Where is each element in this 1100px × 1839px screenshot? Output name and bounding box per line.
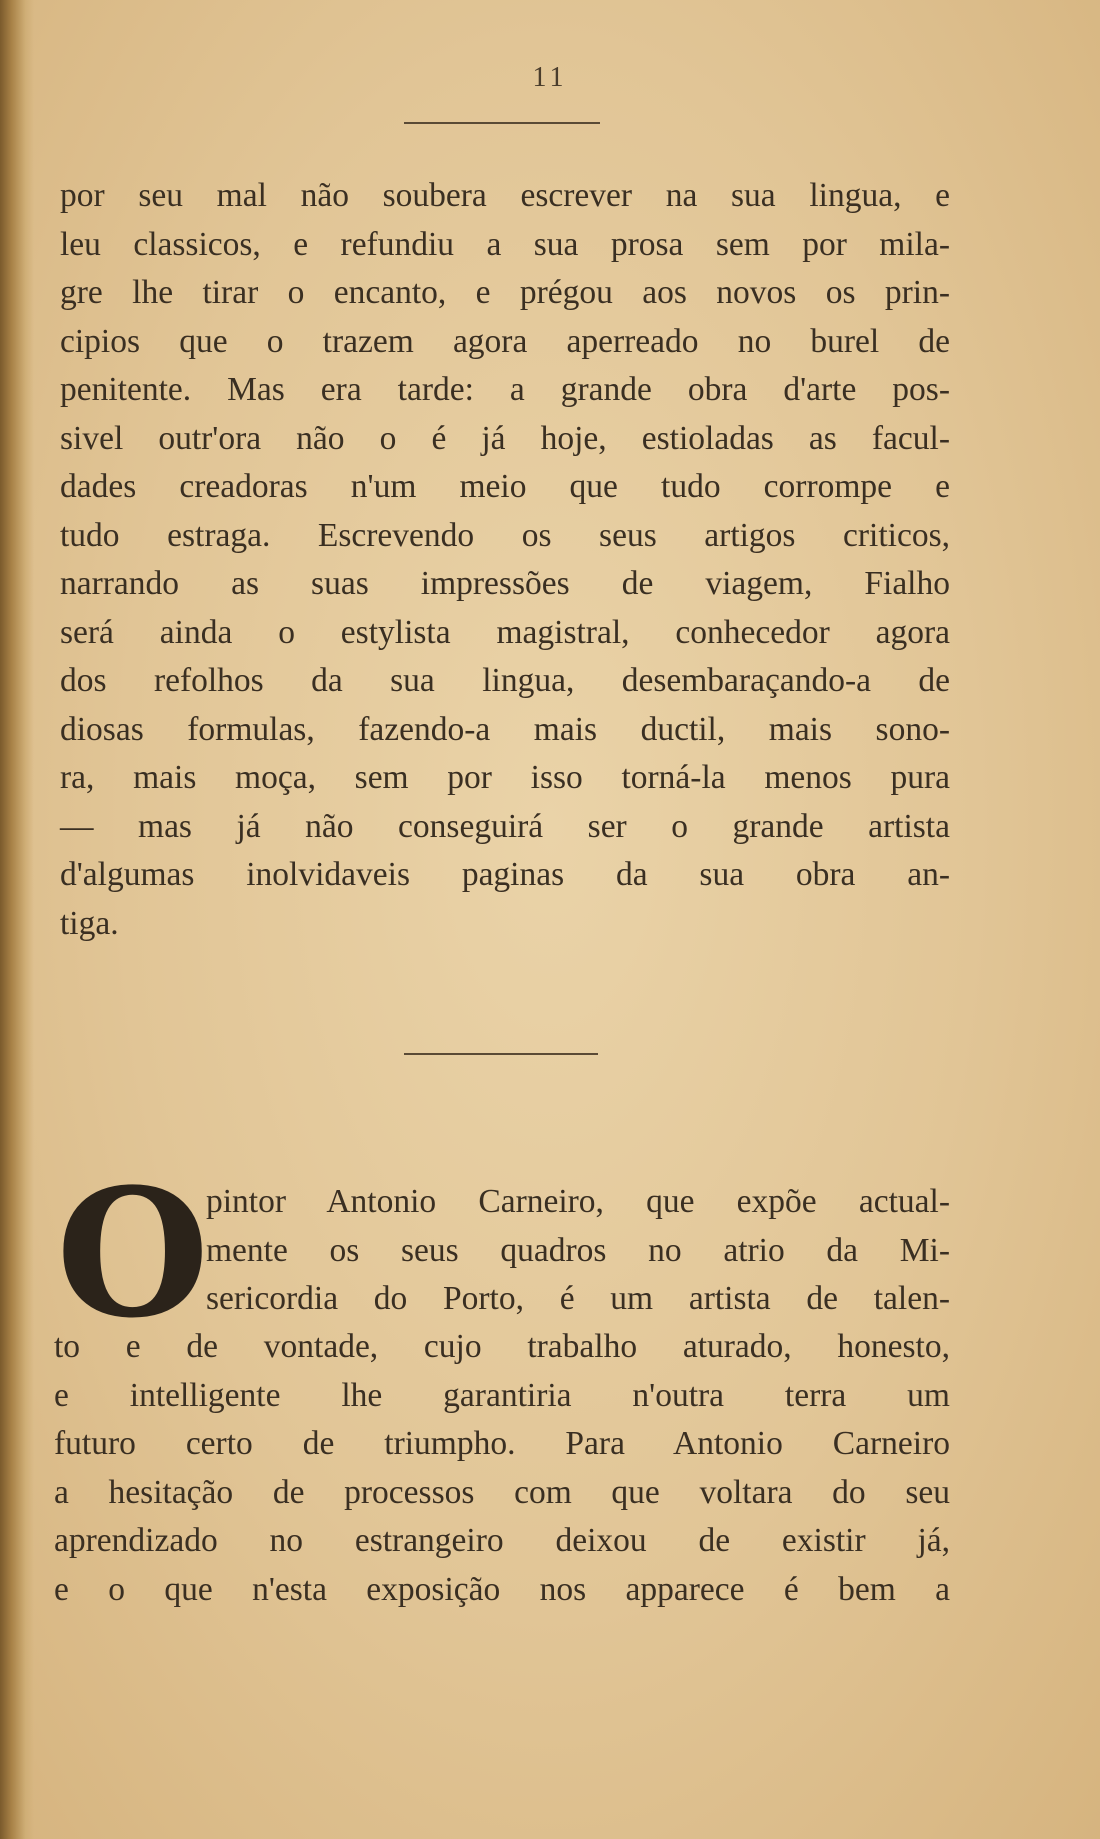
text-line: sericordia do Porto, é um artista de talen-: [206, 1280, 950, 1317]
drop-cap-letter: O: [56, 1150, 210, 1357]
text-line: mente os seus quadros no atrio da Mi-: [206, 1231, 950, 1269]
text-line: por seu mal não soubera escrever na sua lingua, e: [60, 177, 950, 214]
text-line: será ainda o estylista magistral, conhecedor agora: [60, 613, 950, 651]
text-line: aprendizado no estrangeiro deixou de existir já,: [54, 1522, 950, 1559]
text-line: — mas já não conseguirá ser o grande artista: [60, 807, 950, 845]
text-line: dades creadoras n'um meio que tudo corrompe e: [60, 468, 950, 505]
text-line: a hesitação de processos com que voltara do seu: [54, 1473, 950, 1511]
text-line: diosas formulas, fazendo-a mais ductil, mais sono-: [60, 710, 950, 748]
text-line: cipios que o trazem agora aperreado no burel de: [60, 322, 950, 360]
text-line: ra, mais moça, sem por isso torná-la menos pura: [60, 759, 950, 796]
text-line: d'algumas inolvidaveis paginas da sua obra an-: [60, 856, 950, 893]
text-line: tudo estraga. Escrevendo os seus artigos criticos,: [60, 516, 950, 554]
text-line: e intelligente lhe garantiria n'outra terra um: [54, 1376, 950, 1414]
text-line: futuro certo de triumpho. Para Antonio Carneiro: [54, 1425, 950, 1462]
text-line: e o que n'esta exposição nos apparece é bem a: [54, 1570, 950, 1608]
header-rule: [404, 122, 600, 124]
text-line: pintor Antonio Carneiro, que expõe actual-: [206, 1183, 950, 1220]
text-line: dos refolhos da sua lingua, desembaraçando-a de: [60, 662, 950, 699]
text-line: sivel outr'ora não o é já hoje, estioladas as facul-: [60, 419, 950, 457]
paragraph-1: [60, 172, 950, 948]
section-divider-rule: [404, 1053, 598, 1055]
text-line: leu classicos, e refundiu a sua prosa sem por mila-: [60, 225, 950, 263]
page-number: 11: [532, 62, 568, 93]
text-line: to e de vontade, cujo trabalho aturado, honesto,: [54, 1328, 950, 1365]
binding-edge: [0, 0, 34, 1839]
paragraph-2: [54, 1323, 950, 1614]
text-line: gre lhe tirar o encanto, e prégou aos novos os prin-: [60, 274, 950, 311]
text-line: narrando as suas impressões de viagem, Fialho: [60, 565, 950, 602]
drop-cap-container: [56, 1150, 210, 1357]
text-line: tiga.: [60, 904, 119, 942]
text-line: penitente. Mas era tarde: a grande obra d'arte pos-: [60, 371, 950, 408]
paragraph-2-indented: [206, 1178, 950, 1324]
